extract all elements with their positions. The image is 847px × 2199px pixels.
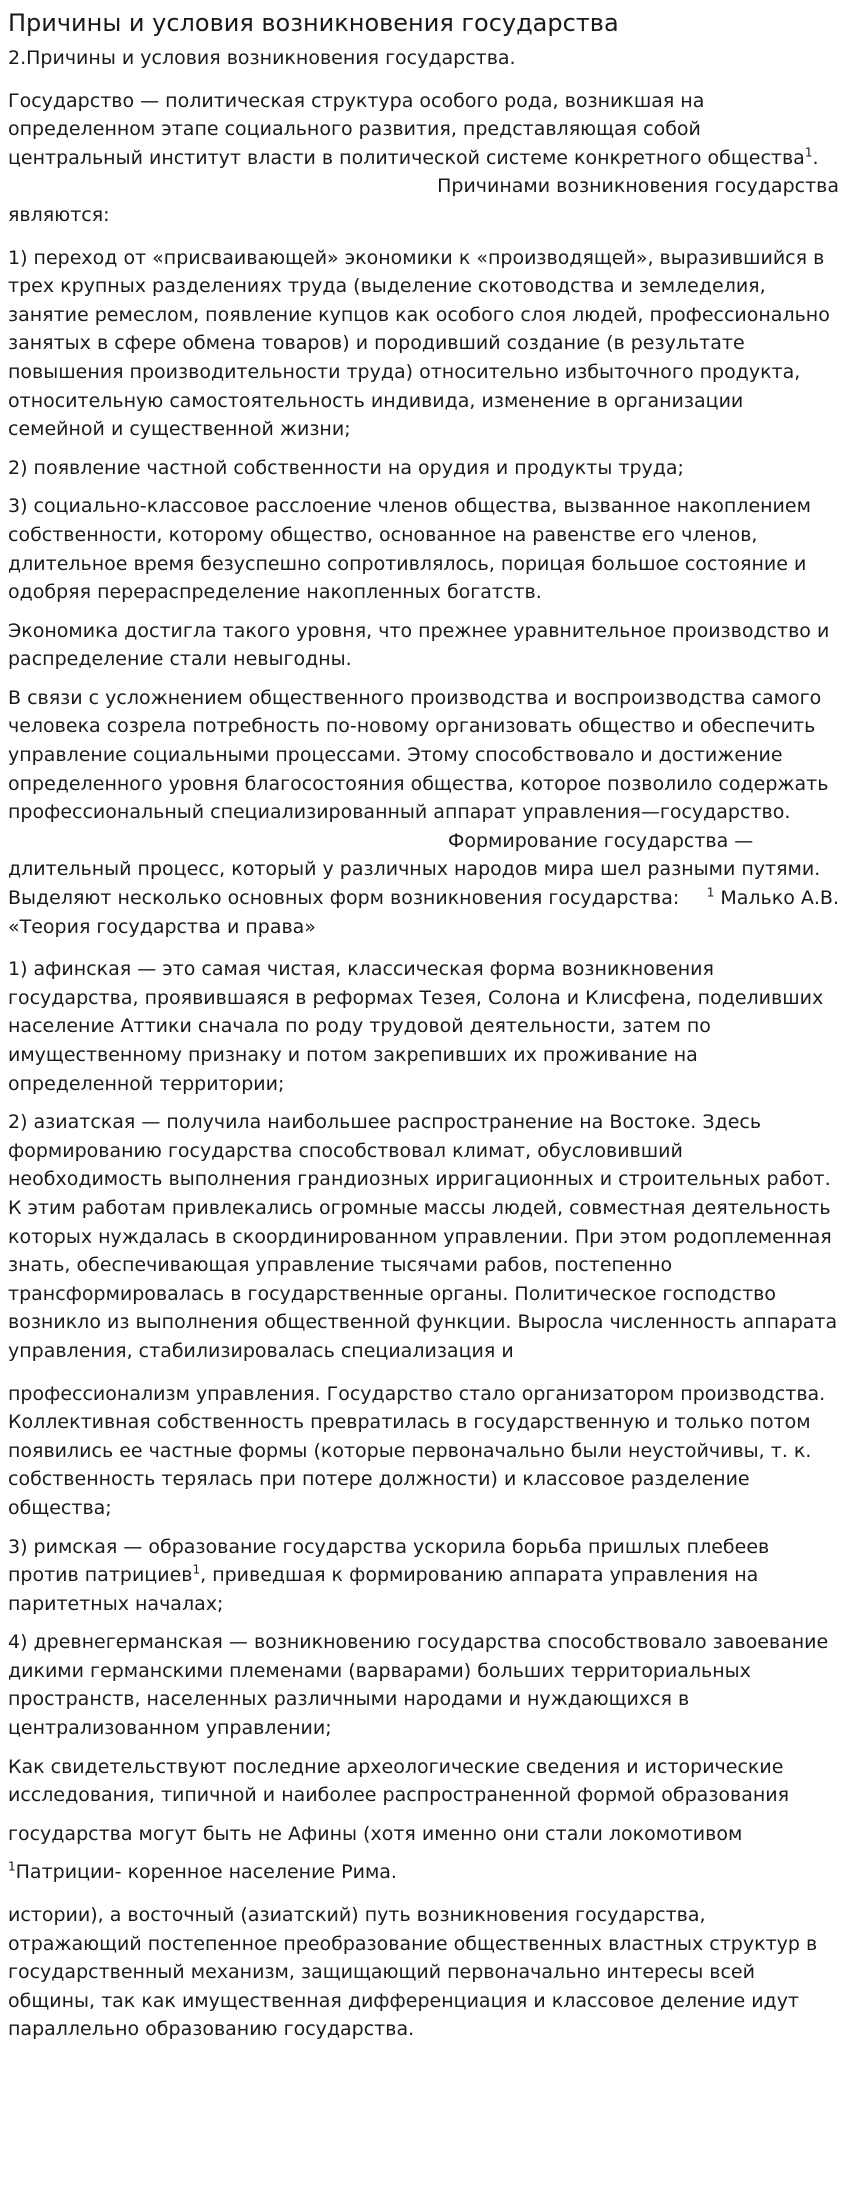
roman-footnote-ref: 1 [192,1562,201,1577]
evidence-paragraph: Как свидетельствуют последние археологические сведения и исторические исследования, типичной и наиболее распространенной формой образования [8,1755,790,1807]
cause-item-2: 2) появление частной собственности на орудия и продукты труда; [8,456,684,479]
complexity-text-1: В связи с усложнением общественного производства и воспроизводства самого человека созрела потребность по-новому организовать общество и обеспечить управление социальными процессами. Этому способствовало и достижение определенного уровня благосостояния общества, которое позволило содержать профессиональный специализированный аппарат управления—государство. [8,686,829,824]
conclusion-paragraph: истории), а восточный (азиатский) путь возникновения государства, отражающий постепенное преобразование общественных властных структур в государственный механизм, защищающий первоначально интересы всей общины, так как имущественная дифференциация и классовое деление идут параллельно образованию государства. [8,1904,818,2041]
roman-text-a: 3) римская — образование государства ускорила борьба пришлых плебеев против патрициев [8,1535,770,1587]
form-item-roman [8,1533,839,1619]
footnote-ref: 1 [804,145,813,160]
footnote-book: «Теория государства и права» [8,915,316,938]
page-title: Причины и условия возникновения государства [8,9,619,37]
footnote [8,1858,839,1887]
form-item-asian-continued: профессионализм управления. Государство стало организатором производства. Коллективная собственность превратилась в государственную и только потом появились ее частные формы (которые первоначально были неустойчивы, т. к. собственность терялась при потере должности) и классовое разделение общества; [8,1382,826,1519]
evidence-continued: государства могут быть не Афины (хотя именно они стали локомотивом [8,1822,743,1845]
cause-item-1: 1) переход от «присваивающей» экономики к «производящей», выразившийся в трех крупных разделениях труда (выделение скотоводства и земледелия, занятие ремеслом, появление купцов как особого слоя людей, профессионально занятых в сфере обмена товаров) и породивший создание (в результате повышения производительности труда) относительно избыточного продукта, относительную самостоятельность индивида, изменение в организации семейной и существенной жизни; [8,246,830,441]
form-item-athens: 1) афинская — это самая чистая, классическая форма возникновения государства, проявившаяся в реформах Тезея, Солона и Клисфена, поделивших население Аттики сначала по роду трудовой деятельности, затем по имущественному признаку и потом закрепивших их проживание на определенной территории; [8,958,824,1095]
footnote-text: Патриции- коренное население Рима. [15,1861,397,1884]
footnote-source [707,884,839,913]
section-subtitle: 2.Причины и условия возникновения государства. [8,47,516,69]
form-item-german: 4) древнегерманская — возникновению государства способствовало завоевание дикими германскими племенами (варварами) больших территориальных пространств, населенных различными народами и нуждающихся в централизованном управлении; [8,1631,829,1740]
cause-item-3: 3) социально-классовое расслоение членов общества, вызванное накоплением собственности, которому общество, основанное на равенстве его членов, длительное время безуспешно сопротивлялось, порицая большое состояние и одобряя перераспределение накопленных богатств. [8,495,811,604]
footnote-author: Малько А.В. [714,887,839,910]
footnote-number: 1 [8,1860,16,1875]
economy-paragraph: Экономика достигла такого уровня, что прежнее уравнительное производство и распределение стали невыгодны. [8,619,830,671]
form-item-asian: 2) азиатская — получила наибольшее распространение на Востоке. Здесь формированию государства способствовал климат, обусловивший необходимость выполнения грандиозных ирригационных и строительных работ. К этим работам привлекались огромные массы людей, совместная деятельность которых нуждалась в скоординированном управлении. При этом родоплеменная знать, обеспечивающая управление тысячами рабов, постепенно трансформировалась в государственные органы. Политическое господство возникло из выполнения общественной функции. Выросла численность аппарата управления, стабилизировалась специализация и [8,1111,838,1362]
complexity-text-2: Формирование государства — длительный процесс, который у различных народов мира шел разными путями. Выделяют несколько основных форм возникновения государства: [8,829,821,910]
footnote-source-ref: 1 [706,885,715,900]
intro-end: . [812,146,819,169]
complexity-paragraph [8,684,839,941]
causes-heading-right: Причинами возникновения государства [437,175,839,198]
intro-text: Государство — политическая структура особого рода, возникшая на определенном этапе социального развития, представляющая собой центральный институт власти в политической системе конкретного общества [8,89,805,169]
causes-heading-left: являются: [8,203,110,226]
intro-paragraph [8,87,839,230]
roman-text-b: , приведшая к формированию аппарата управления на паритетных началах; [8,1564,759,1615]
